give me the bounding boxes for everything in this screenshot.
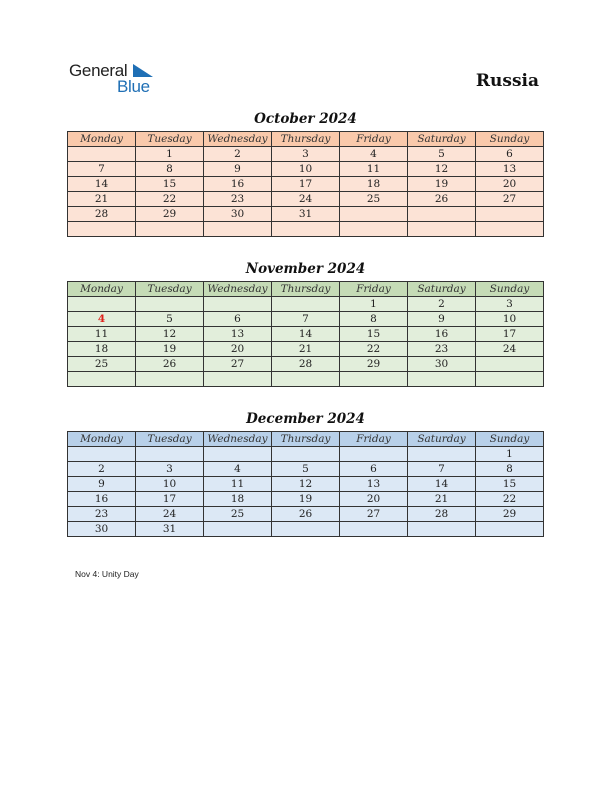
- weekday-header: Sunday: [476, 282, 544, 297]
- day-cell: [408, 522, 476, 537]
- day-cell: [340, 447, 408, 462]
- day-cell: 16: [204, 177, 272, 192]
- day-cell: 18: [68, 342, 136, 357]
- day-cell: 27: [476, 192, 544, 207]
- day-cell: 10: [136, 477, 204, 492]
- day-cell: 27: [204, 357, 272, 372]
- day-cell: 13: [204, 327, 272, 342]
- day-cell: 21: [272, 342, 340, 357]
- day-cell: 30: [204, 207, 272, 222]
- logo-blue-text: Blue: [117, 77, 150, 96]
- day-cell: 11: [340, 162, 408, 177]
- month-october: [67, 111, 544, 237]
- day-cell: [272, 222, 340, 237]
- day-cell: 6: [204, 312, 272, 327]
- day-cell: [408, 447, 476, 462]
- week-row: [68, 222, 544, 237]
- day-cell: 7: [408, 462, 476, 477]
- week-row: [68, 357, 544, 372]
- weekday-header-row: [68, 132, 544, 147]
- weekday-header-row: [68, 432, 544, 447]
- day-cell: 18: [204, 492, 272, 507]
- day-cell: 5: [408, 147, 476, 162]
- day-cell: [204, 522, 272, 537]
- day-cell: 1: [340, 297, 408, 312]
- day-cell: 11: [68, 327, 136, 342]
- day-cell: 20: [340, 492, 408, 507]
- weekday-header: Wednesday: [204, 282, 272, 297]
- logo-triangle-icon: [133, 64, 153, 78]
- day-cell: 6: [340, 462, 408, 477]
- day-cell: [204, 222, 272, 237]
- day-cell: 7: [272, 312, 340, 327]
- day-cell: 31: [136, 522, 204, 537]
- day-cell: [340, 372, 408, 387]
- day-cell: 5: [272, 462, 340, 477]
- day-cell: 30: [408, 357, 476, 372]
- weekday-header: Thursday: [272, 282, 340, 297]
- day-cell: [340, 222, 408, 237]
- day-cell: 12: [408, 162, 476, 177]
- day-cell: 12: [272, 477, 340, 492]
- day-cell: 6: [476, 147, 544, 162]
- day-cell: [136, 447, 204, 462]
- day-cell: [68, 297, 136, 312]
- week-row: [68, 447, 544, 462]
- day-cell: [204, 297, 272, 312]
- day-cell: 9: [408, 312, 476, 327]
- day-cell: 4: [340, 147, 408, 162]
- day-cell: 3: [272, 147, 340, 162]
- day-cell: 29: [476, 507, 544, 522]
- day-cell: 30: [68, 522, 136, 537]
- day-cell: 9: [68, 477, 136, 492]
- weekday-header: Tuesday: [136, 432, 204, 447]
- week-row: [68, 372, 544, 387]
- month-title: December 2024: [246, 411, 365, 427]
- month-december: [67, 411, 544, 537]
- week-row: [68, 477, 544, 492]
- day-cell: 29: [136, 207, 204, 222]
- weekday-header: Thursday: [272, 132, 340, 147]
- month-november: [67, 261, 544, 387]
- day-cell: 29: [340, 357, 408, 372]
- week-row: [68, 207, 544, 222]
- day-cell: [272, 447, 340, 462]
- day-cell: 24: [272, 192, 340, 207]
- week-row: [68, 177, 544, 192]
- day-cell: [204, 372, 272, 387]
- day-cell: [68, 147, 136, 162]
- day-cell: 5: [136, 312, 204, 327]
- day-cell: 20: [204, 342, 272, 357]
- day-cell: 26: [408, 192, 476, 207]
- day-cell: [204, 447, 272, 462]
- day-cell: 23: [204, 192, 272, 207]
- weekday-header: Saturday: [408, 432, 476, 447]
- day-cell: 1: [136, 147, 204, 162]
- day-cell: 24: [136, 507, 204, 522]
- day-cell: 31: [272, 207, 340, 222]
- day-cell: 3: [476, 297, 544, 312]
- day-cell: 2: [204, 147, 272, 162]
- day-cell: 19: [272, 492, 340, 507]
- day-cell: 22: [476, 492, 544, 507]
- day-cell: 12: [136, 327, 204, 342]
- day-cell: 22: [136, 192, 204, 207]
- day-cell: 14: [272, 327, 340, 342]
- day-cell: [272, 372, 340, 387]
- calendar-table: [67, 131, 544, 237]
- day-cell: 25: [340, 192, 408, 207]
- weekday-header: Friday: [340, 282, 408, 297]
- month-title: October 2024: [254, 111, 357, 127]
- day-cell: 22: [340, 342, 408, 357]
- day-cell: [476, 222, 544, 237]
- day-cell: 19: [408, 177, 476, 192]
- calendar-table: [67, 281, 544, 387]
- week-row: [68, 507, 544, 522]
- weekday-header: Tuesday: [136, 282, 204, 297]
- day-cell: [340, 522, 408, 537]
- day-cell: [408, 222, 476, 237]
- day-cell: 21: [408, 492, 476, 507]
- day-cell: 8: [340, 312, 408, 327]
- day-cell: 4: [204, 462, 272, 477]
- day-cell: 23: [68, 507, 136, 522]
- day-cell: 9: [204, 162, 272, 177]
- week-row: [68, 312, 544, 327]
- week-row: [68, 147, 544, 162]
- day-cell: [136, 297, 204, 312]
- day-cell: [68, 447, 136, 462]
- day-cell: 25: [204, 507, 272, 522]
- day-cell: 19: [136, 342, 204, 357]
- week-row: [68, 192, 544, 207]
- week-row: [68, 462, 544, 477]
- day-cell: 8: [136, 162, 204, 177]
- day-cell: [68, 222, 136, 237]
- weekday-header: Thursday: [272, 432, 340, 447]
- week-row: [68, 162, 544, 177]
- week-row: [68, 522, 544, 537]
- day-cell: 3: [136, 462, 204, 477]
- day-cell: 15: [476, 477, 544, 492]
- day-cell: 15: [340, 327, 408, 342]
- day-cell: [476, 372, 544, 387]
- weekday-header: Friday: [340, 432, 408, 447]
- holiday-day-cell: 4: [68, 312, 136, 327]
- day-cell: 28: [408, 507, 476, 522]
- day-cell: [136, 372, 204, 387]
- day-cell: [476, 522, 544, 537]
- weekday-header: Tuesday: [136, 132, 204, 147]
- day-cell: 7: [68, 162, 136, 177]
- day-cell: 26: [272, 507, 340, 522]
- day-cell: [476, 207, 544, 222]
- day-cell: 2: [408, 297, 476, 312]
- day-cell: 28: [272, 357, 340, 372]
- day-cell: 24: [476, 342, 544, 357]
- day-cell: 8: [476, 462, 544, 477]
- holiday-note: Nov 4: Unity Day: [75, 569, 139, 579]
- weekday-header: Saturday: [408, 132, 476, 147]
- day-cell: 17: [476, 327, 544, 342]
- day-cell: 10: [476, 312, 544, 327]
- day-cell: 16: [408, 327, 476, 342]
- day-cell: 23: [408, 342, 476, 357]
- day-cell: 14: [68, 177, 136, 192]
- day-cell: 2: [68, 462, 136, 477]
- day-cell: 17: [272, 177, 340, 192]
- day-cell: 1: [476, 447, 544, 462]
- weekday-header: Monday: [68, 282, 136, 297]
- day-cell: [408, 372, 476, 387]
- weekday-header: Sunday: [476, 132, 544, 147]
- weekday-header: Sunday: [476, 432, 544, 447]
- day-cell: [272, 297, 340, 312]
- weekday-header: Friday: [340, 132, 408, 147]
- week-row: [68, 342, 544, 357]
- weekday-header: Monday: [68, 132, 136, 147]
- day-cell: 18: [340, 177, 408, 192]
- week-row: [68, 327, 544, 342]
- day-cell: 28: [68, 207, 136, 222]
- day-cell: 16: [68, 492, 136, 507]
- day-cell: 25: [68, 357, 136, 372]
- day-cell: 13: [476, 162, 544, 177]
- day-cell: [408, 207, 476, 222]
- calendar-table: [67, 431, 544, 537]
- day-cell: 13: [340, 477, 408, 492]
- month-title: November 2024: [245, 261, 366, 277]
- day-cell: [272, 522, 340, 537]
- day-cell: 14: [408, 477, 476, 492]
- day-cell: [340, 207, 408, 222]
- day-cell: 20: [476, 177, 544, 192]
- day-cell: 21: [68, 192, 136, 207]
- day-cell: 26: [136, 357, 204, 372]
- day-cell: [476, 357, 544, 372]
- logo-general-text: General: [69, 61, 128, 80]
- day-cell: 15: [136, 177, 204, 192]
- country-title: Russia: [475, 71, 539, 91]
- weekday-header: Wednesday: [204, 432, 272, 447]
- day-cell: 17: [136, 492, 204, 507]
- week-row: [68, 297, 544, 312]
- day-cell: [68, 372, 136, 387]
- week-row: [68, 492, 544, 507]
- weekday-header: Monday: [68, 432, 136, 447]
- day-cell: 11: [204, 477, 272, 492]
- day-cell: 27: [340, 507, 408, 522]
- weekday-header-row: [68, 282, 544, 297]
- day-cell: 10: [272, 162, 340, 177]
- weekday-header: Saturday: [408, 282, 476, 297]
- generalblue-logo: [69, 61, 159, 97]
- weekday-header: Wednesday: [204, 132, 272, 147]
- day-cell: [136, 222, 204, 237]
